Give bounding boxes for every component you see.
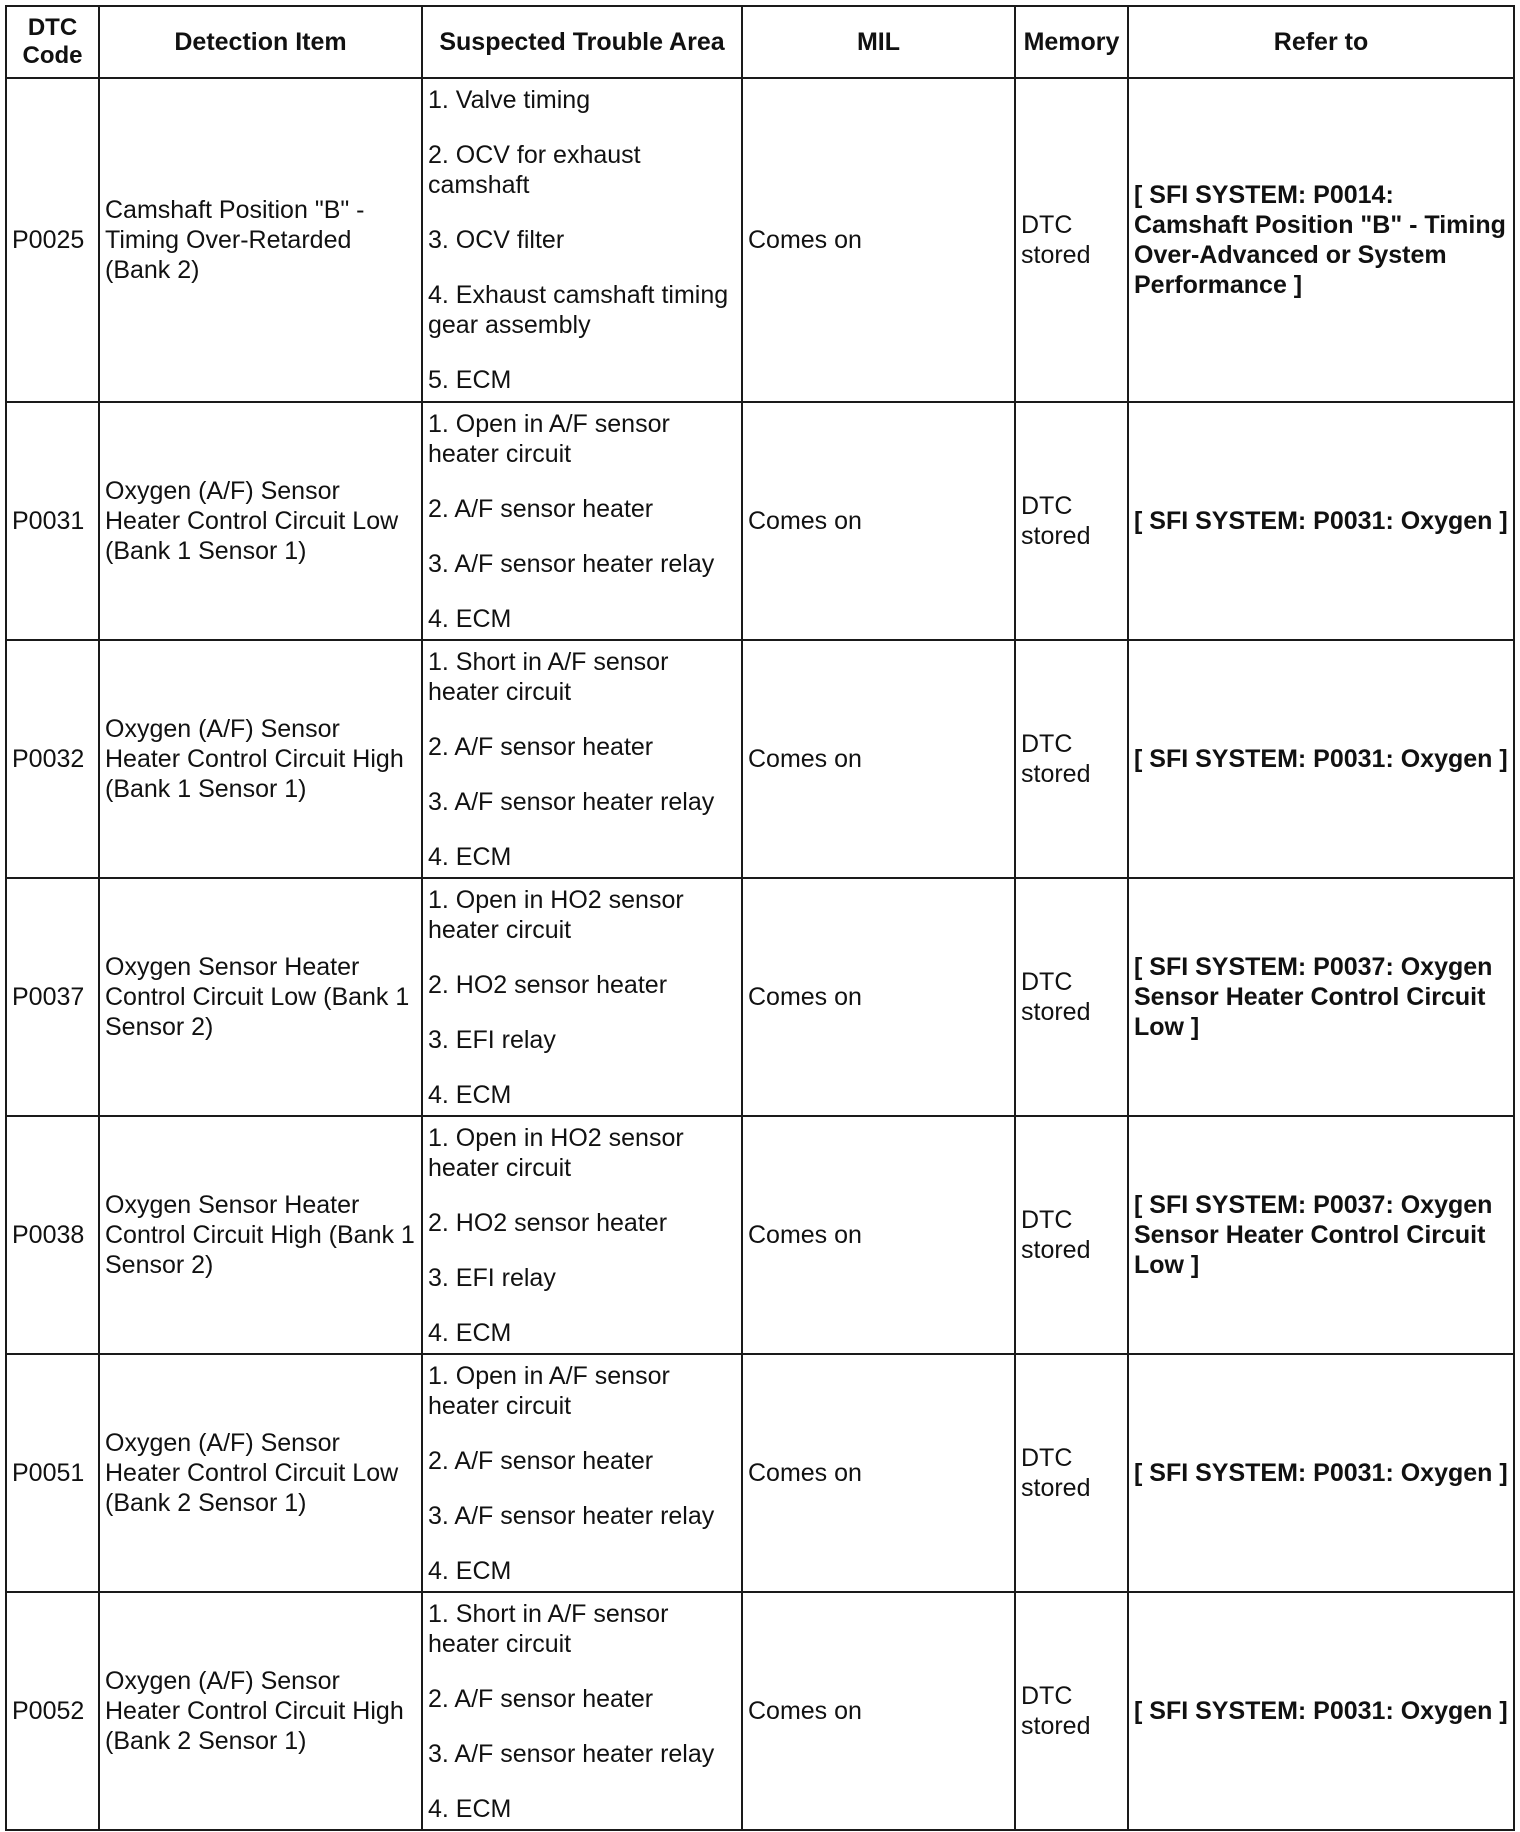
header-mil: MIL bbox=[742, 6, 1015, 78]
mil-cell: Comes on bbox=[742, 640, 1015, 878]
trouble-area-list bbox=[428, 885, 736, 1110]
trouble-area-item: 1. Open in HO2 sensor heater circuit bbox=[428, 885, 684, 944]
trouble-area-item: 1. Short in A/F sensor heater circuit bbox=[428, 647, 669, 706]
trouble-area-item: 2. A/F sensor heater bbox=[428, 732, 654, 761]
trouble-area-list bbox=[428, 85, 736, 395]
memory-cell: DTC stored bbox=[1015, 78, 1128, 402]
trouble-area-cell bbox=[422, 640, 742, 878]
table-row bbox=[6, 78, 1514, 402]
detection-item-cell: Oxygen Sensor Heater Control Circuit High (Bank 1 Sensor 2) bbox=[99, 1116, 422, 1354]
table-row bbox=[6, 402, 1514, 640]
memory-cell: DTC stored bbox=[1015, 1592, 1128, 1830]
memory-cell: DTC stored bbox=[1015, 878, 1128, 1116]
trouble-area-item: 2. HO2 sensor heater bbox=[428, 970, 668, 999]
trouble-area-item: 3. A/F sensor heater relay bbox=[428, 1501, 715, 1530]
trouble-area-item: 1. Short in A/F sensor heater circuit bbox=[428, 1599, 669, 1658]
trouble-area-item: 4. ECM bbox=[428, 842, 512, 871]
trouble-area-item: 4. Exhaust camshaft timing gear assembly bbox=[428, 281, 729, 339]
mil-cell: Comes on bbox=[742, 878, 1015, 1116]
trouble-area-item: 2. A/F sensor heater bbox=[428, 1446, 654, 1475]
trouble-area-item: 2. OCV for exhaust camshaft bbox=[428, 141, 641, 199]
trouble-area-cell bbox=[422, 402, 742, 640]
header-detection-item: Detection Item bbox=[99, 6, 422, 78]
refer-to-cell: [ SFI SYSTEM: P0037: Oxygen Sensor Heater Control Circuit Low ] bbox=[1128, 1116, 1514, 1354]
refer-to-cell: [ SFI SYSTEM: P0031: Oxygen ] bbox=[1128, 640, 1514, 878]
trouble-area-item: 3. EFI relay bbox=[428, 1025, 556, 1054]
table-row bbox=[6, 1116, 1514, 1354]
trouble-area-item: 3. A/F sensor heater relay bbox=[428, 1739, 715, 1768]
header-trouble-area: Suspected Trouble Area bbox=[422, 6, 742, 78]
mil-cell: Comes on bbox=[742, 78, 1015, 402]
dtc-code-cell: P0038 bbox=[6, 1116, 99, 1354]
trouble-area-item: 4. ECM bbox=[428, 1318, 512, 1347]
trouble-area-cell bbox=[422, 878, 742, 1116]
dtc-table bbox=[5, 5, 1515, 1831]
header-dtc-code bbox=[6, 6, 99, 78]
refer-to-cell: [ SFI SYSTEM: P0031: Oxygen ] bbox=[1128, 1592, 1514, 1830]
trouble-area-item: 3. A/F sensor heater relay bbox=[428, 549, 715, 578]
trouble-area-cell bbox=[422, 78, 742, 402]
trouble-area-item: 1. Open in A/F sensor heater circuit bbox=[428, 1361, 670, 1420]
trouble-area-item: 2. HO2 sensor heater bbox=[428, 1208, 668, 1237]
trouble-area-item: 4. ECM bbox=[428, 1794, 512, 1823]
trouble-area-list bbox=[428, 1361, 736, 1586]
memory-cell: DTC stored bbox=[1015, 1116, 1128, 1354]
detection-item-cell: Oxygen (A/F) Sensor Heater Control Circuit High (Bank 1 Sensor 1) bbox=[99, 640, 422, 878]
trouble-area-cell bbox=[422, 1354, 742, 1592]
trouble-area-list bbox=[428, 647, 736, 872]
header-dtc-code-line2: Code bbox=[22, 42, 83, 69]
dtc-code-cell: P0031 bbox=[6, 402, 99, 640]
mil-cell: Comes on bbox=[742, 402, 1015, 640]
trouble-area-item: 2. A/F sensor heater bbox=[428, 1684, 654, 1713]
mil-cell: Comes on bbox=[742, 1354, 1015, 1592]
trouble-area-item: 1. Valve timing bbox=[428, 86, 591, 114]
trouble-area-list bbox=[428, 1599, 736, 1824]
header-refer-to: Refer to bbox=[1128, 6, 1514, 78]
detection-item-cell: Oxygen Sensor Heater Control Circuit Low (Bank 1 Sensor 2) bbox=[99, 878, 422, 1116]
memory-cell: DTC stored bbox=[1015, 640, 1128, 878]
detection-item-cell: Oxygen (A/F) Sensor Heater Control Circuit Low (Bank 1 Sensor 1) bbox=[99, 402, 422, 640]
trouble-area-list bbox=[428, 409, 736, 634]
table-row bbox=[6, 878, 1514, 1116]
header-memory: Memory bbox=[1015, 6, 1128, 78]
trouble-area-cell bbox=[422, 1592, 742, 1830]
refer-to-cell: [ SFI SYSTEM: P0037: Oxygen Sensor Heater Control Circuit Low ] bbox=[1128, 878, 1514, 1116]
dtc-code-cell: P0051 bbox=[6, 1354, 99, 1592]
dtc-code-cell: P0052 bbox=[6, 1592, 99, 1830]
trouble-area-item: 3. OCV filter bbox=[428, 226, 565, 254]
trouble-area-list bbox=[428, 1123, 736, 1348]
table-body bbox=[6, 78, 1514, 1830]
mil-cell: Comes on bbox=[742, 1592, 1015, 1830]
table-row bbox=[6, 1592, 1514, 1830]
refer-to-cell: [ SFI SYSTEM: P0014: Camshaft Position "B" - Timing Over-Advanced or System Performance ] bbox=[1128, 78, 1514, 402]
dtc-code-cell: P0032 bbox=[6, 640, 99, 878]
memory-cell: DTC stored bbox=[1015, 1354, 1128, 1592]
trouble-area-item: 4. ECM bbox=[428, 604, 512, 633]
refer-to-cell: [ SFI SYSTEM: P0031: Oxygen ] bbox=[1128, 1354, 1514, 1592]
header-dtc-code-line1: DTC bbox=[27, 14, 78, 41]
table-row bbox=[6, 1354, 1514, 1592]
refer-to-cell: [ SFI SYSTEM: P0031: Oxygen ] bbox=[1128, 402, 1514, 640]
header-row bbox=[6, 6, 1514, 78]
trouble-area-item: 3. A/F sensor heater relay bbox=[428, 787, 715, 816]
trouble-area-item: 3. EFI relay bbox=[428, 1263, 556, 1292]
trouble-area-item: 1. Open in HO2 sensor heater circuit bbox=[428, 1123, 684, 1182]
memory-cell: DTC stored bbox=[1015, 402, 1128, 640]
trouble-area-item: 2. A/F sensor heater bbox=[428, 494, 654, 523]
detection-item-cell: Camshaft Position "B" - Timing Over-Retarded (Bank 2) bbox=[99, 78, 422, 402]
trouble-area-item: 4. ECM bbox=[428, 1080, 512, 1109]
trouble-area-item: 4. ECM bbox=[428, 1556, 512, 1585]
mil-cell: Comes on bbox=[742, 1116, 1015, 1354]
dtc-code-cell: P0037 bbox=[6, 878, 99, 1116]
trouble-area-item: 5. ECM bbox=[428, 366, 512, 394]
trouble-area-item: 1. Open in A/F sensor heater circuit bbox=[428, 409, 670, 468]
detection-item-cell: Oxygen (A/F) Sensor Heater Control Circuit High (Bank 2 Sensor 1) bbox=[99, 1592, 422, 1830]
table-row bbox=[6, 640, 1514, 878]
trouble-area-cell bbox=[422, 1116, 742, 1354]
dtc-code-cell: P0025 bbox=[6, 78, 99, 402]
detection-item-cell: Oxygen (A/F) Sensor Heater Control Circuit Low (Bank 2 Sensor 1) bbox=[99, 1354, 422, 1592]
